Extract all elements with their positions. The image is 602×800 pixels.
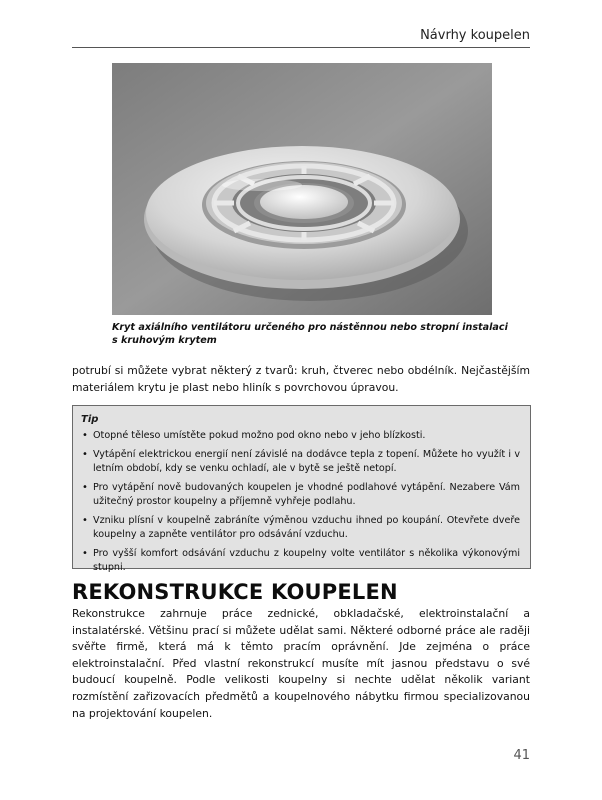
header-rule xyxy=(72,47,530,48)
section-paragraph: Rekonstrukce zahrnuje práce zednické, obkladačské, elektroinstalační a instalatérské. Většinu prací si můžete udělat sami. Některé odborné práce ale raději svěřte firmě, která má k těmto pracím oprávnění. Jde zejména o práce elektroinstalační. Před vlastní rekonstrukcí musíte mít jasnou představu o své budoucí koupelně. Podle velikosti koupelny si nechte udělat několik variant rozmístění zařizovacích předmětů a koupelnového nábytku firmou specializovanou na projektování koupelen. xyxy=(72,607,530,720)
tip-item: • Pro vytápění nově budovaných koupelen je vhodné podlahové vytápění. Nezabere Vám užitečný prostor koupelny a příjemně vyhřeje podlahu. xyxy=(81,481,520,509)
caption-line-1: Kryt axiálního ventilátoru určeného pro nástěnnou nebo stropní instalaci xyxy=(112,322,508,333)
section-heading: REKONSTRUKCE KOUPELEN xyxy=(72,580,398,604)
tip-item: • Pro vyšší komfort odsávání vzduchu z koupelny volte ventilátor s několika výkonovými stupni. xyxy=(81,547,520,575)
tip-item: • Otopné těleso umístěte pokud možno pod okno nebo v jeho blízkosti. xyxy=(81,429,520,443)
figure-caption xyxy=(112,321,512,347)
tip-item: • Vytápění elektrickou energií není závislé na dodávce tepla z topení. Můžete ho využít i v letním období, kdy se venku ochladí, ale v bytě se ještě netopí. xyxy=(81,448,520,476)
running-head-title: Návrhy koupelen xyxy=(420,28,530,43)
intro-paragraph: potrubí si můžete vybrat některý z tvarů: kruh, čtverec nebo obdélník. Nejčastějším materiálem krytu je plast nebo hliník s povrchovou úpravou. xyxy=(72,364,530,394)
tip-item: • Vzniku plísní v koupelně zabráníte výměnou vzduchu ihned po koupání. Otevřete dveře koupelny a zapněte ventilátor pro odsávání vzduchu. xyxy=(81,514,520,542)
fan-cover-photo xyxy=(112,63,492,315)
page-number: 41 xyxy=(513,748,530,763)
caption-line-2: s kruhovým krytem xyxy=(112,335,217,346)
tip-box xyxy=(72,405,531,573)
tip-title: Tip xyxy=(81,414,99,425)
tip-list xyxy=(81,429,520,575)
